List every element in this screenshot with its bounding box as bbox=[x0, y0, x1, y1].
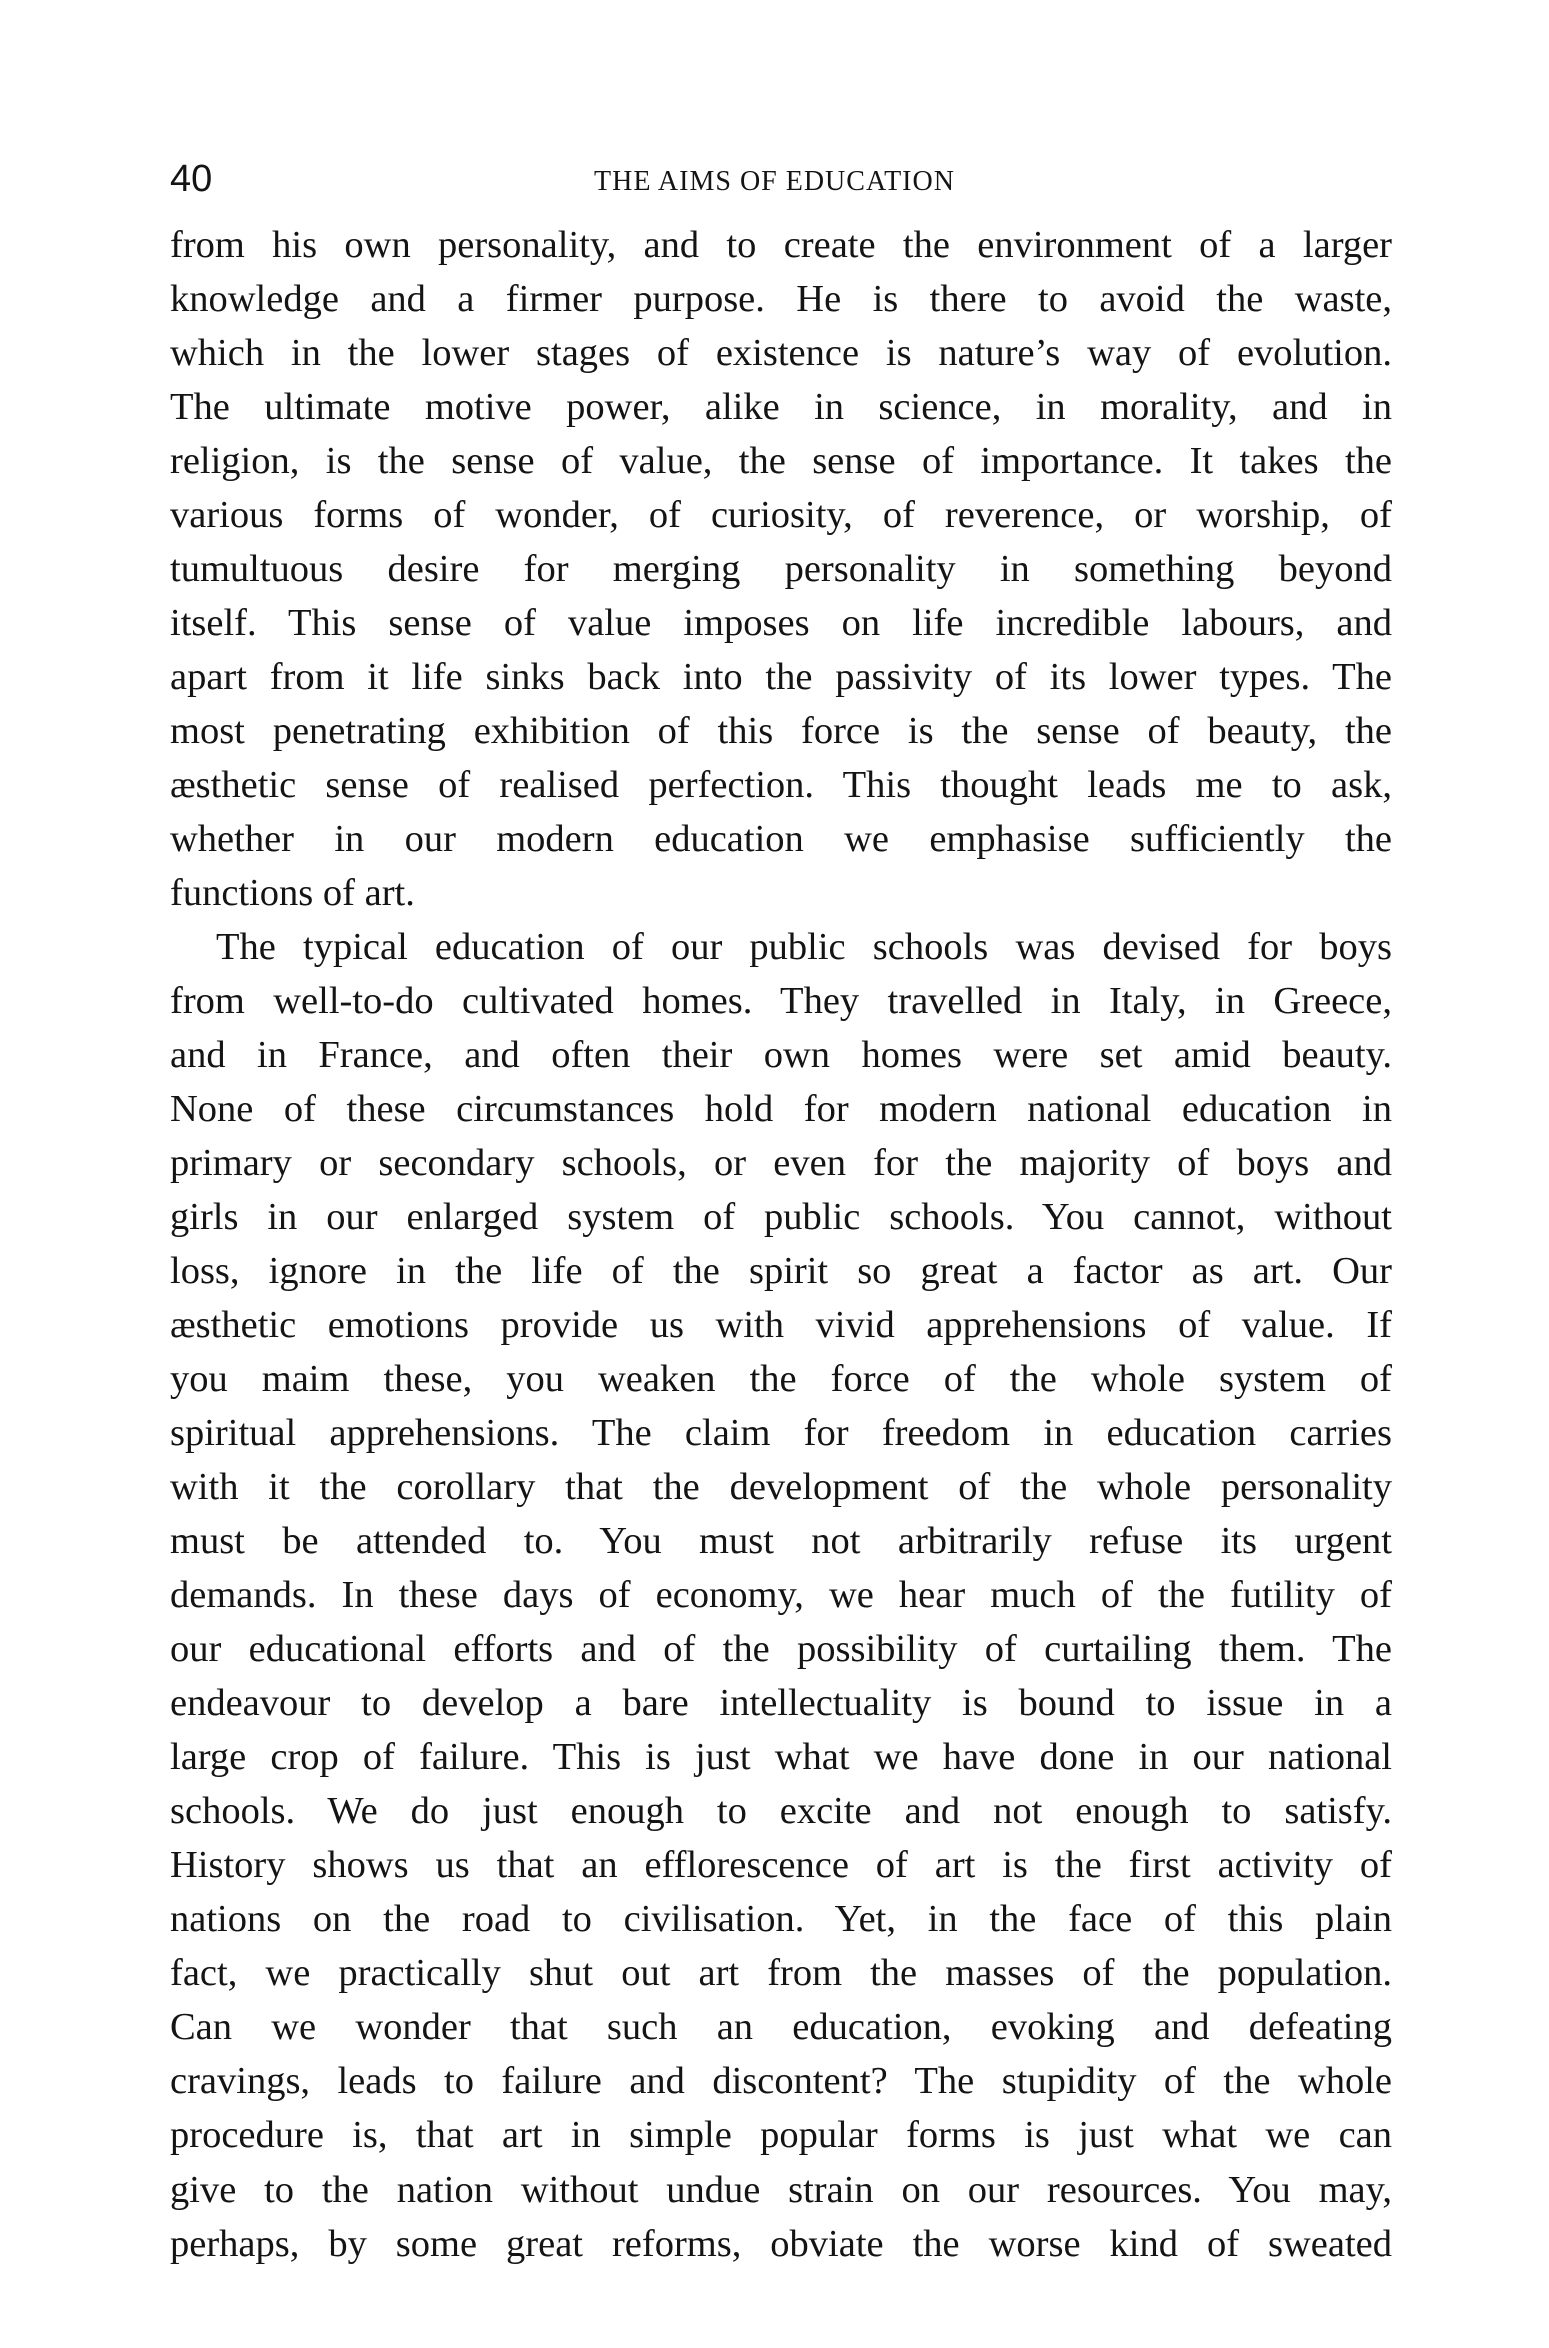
text-line: which in the lower stages of existence is nature’s way of evolution. bbox=[170, 332, 1392, 375]
text-line: from his own personality, and to create the environment of a larger bbox=[170, 224, 1392, 266]
text-line: procedure is, that art in simple popular forms is just what we can bbox=[170, 2114, 1392, 2157]
text-line: spiritual apprehensions. The claim for freedom in education carries bbox=[170, 1412, 1392, 1455]
text-line: whether in our modern education we emphasise sufficiently the bbox=[170, 818, 1392, 861]
text-line: The ultimate motive power, alike in science, in morality, and in bbox=[170, 386, 1392, 429]
text-line: girls in our enlarged system of public schools. You cannot, without bbox=[170, 1196, 1392, 1239]
text-line: None of these circumstances hold for modern national education in bbox=[170, 1088, 1392, 1131]
text-line: schools. We do just enough to excite and not enough to satisfy. bbox=[170, 1790, 1392, 1833]
text-line: æsthetic sense of realised perfection. This thought leads me to ask, bbox=[170, 764, 1392, 807]
text-line: endeavour to develop a bare intellectuality is bound to issue in a bbox=[170, 1682, 1392, 1725]
text-line: tumultuous desire for merging personality in something beyond bbox=[170, 548, 1392, 591]
text-line: most penetrating exhibition of this force is the sense of beauty, the bbox=[170, 710, 1392, 753]
text-line: you maim these, you weaken the force of the whole system of bbox=[170, 1358, 1392, 1401]
text-line: apart from it life sinks back into the passivity of its lower types. The bbox=[170, 656, 1392, 699]
text-line: loss, ignore in the life of the spirit so great a factor as art. Our bbox=[170, 1250, 1392, 1293]
running-title: THE AIMS OF EDUCATION bbox=[594, 166, 955, 197]
text-line: must be attended to. You must not arbitrarily refuse its urgent bbox=[170, 1520, 1392, 1563]
text-line: æsthetic emotions provide us with vivid apprehensions of value. If bbox=[170, 1304, 1392, 1347]
text-line: and in France, and often their own homes were set amid beauty. bbox=[170, 1034, 1392, 1077]
text-line: primary or secondary schools, or even for the majority of boys and bbox=[170, 1142, 1392, 1185]
text-line: give to the nation without undue strain on our resources. You may, bbox=[170, 2168, 1392, 2211]
text-line: demands. In these days of economy, we hear much of the futility of bbox=[170, 1574, 1392, 1617]
text-line: functions of art. bbox=[170, 872, 415, 915]
text-line: large crop of failure. This is just what we have done in our national bbox=[170, 1736, 1392, 1779]
text-line: The typical education of our public schools was devised for boys bbox=[216, 926, 1392, 969]
text-line: with it the corollary that the development of the whole personality bbox=[170, 1466, 1392, 1509]
text-line: religion, is the sense of value, the sense of importance. It takes the bbox=[170, 440, 1392, 483]
text-line: knowledge and a firmer purpose. He is there to avoid the waste, bbox=[170, 278, 1392, 320]
page-number: 40 bbox=[170, 158, 213, 200]
text-line: itself. This sense of value imposes on life incredible labours, and bbox=[170, 602, 1392, 645]
text-line: History shows us that an efflorescence of art is the first activity of bbox=[170, 1844, 1392, 1887]
text-line: from well-to-do cultivated homes. They travelled in Italy, in Greece, bbox=[170, 980, 1392, 1023]
text-line: various forms of wonder, of curiosity, of reverence, or worship, of bbox=[170, 494, 1392, 537]
text-line: cravings, leads to failure and discontent? The stupidity of the whole bbox=[170, 2060, 1392, 2103]
text-line: fact, we practically shut out art from the masses of the population. bbox=[170, 1952, 1392, 1995]
text-line: our educational efforts and of the possibility of curtailing them. The bbox=[170, 1628, 1392, 1671]
text-line: Can we wonder that such an education, evoking and defeating bbox=[170, 2006, 1392, 2049]
text-line: perhaps, by some great reforms, obviate the worse kind of sweated bbox=[170, 2222, 1392, 2265]
text-line: nations on the road to civilisation. Yet, in the face of this plain bbox=[170, 1898, 1392, 1941]
